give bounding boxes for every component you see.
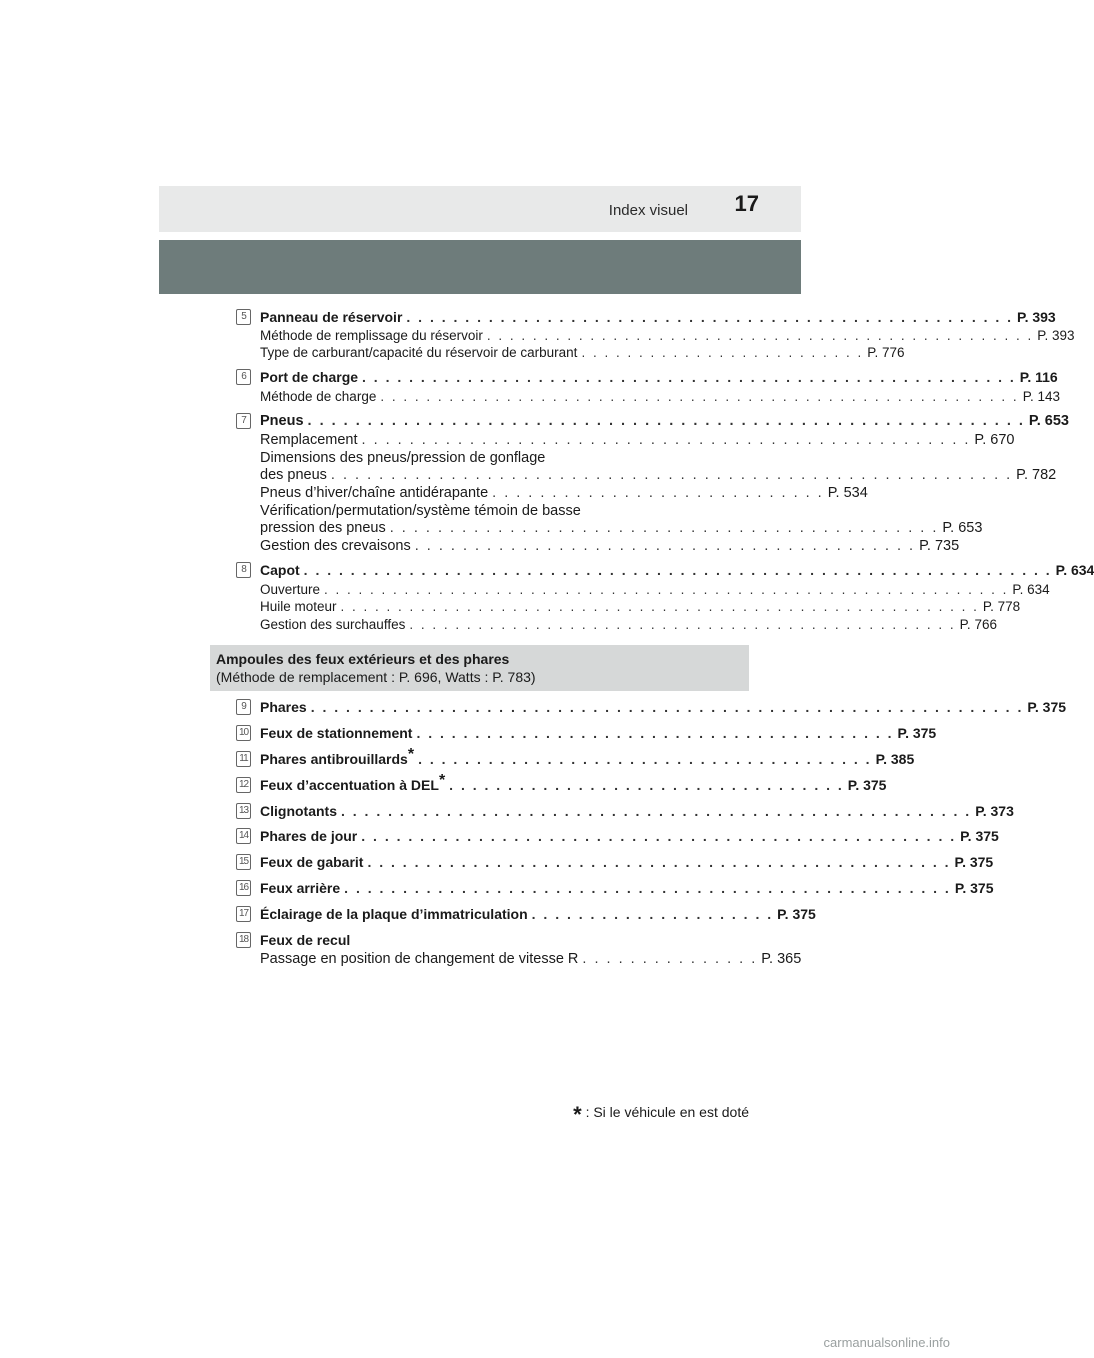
watermark: carmanualsonline.info: [823, 1335, 950, 1350]
dot-leader: . . . . . . . . . . . . . . . . . . . . . . . . . . . . . . . . . . . . . . . . .: [416, 725, 894, 741]
index-entry[interactable]: [260, 413, 1069, 431]
footnote-text: : Si le véhicule en est doté: [585, 1104, 749, 1120]
index-subentry[interactable]: [260, 485, 868, 503]
index-entry[interactable]: [260, 699, 1067, 717]
dot-leader: . . . . . . . . . . . . . . . . . . . . . . . . . . . . . . . . . .: [449, 777, 844, 793]
entry-page: P. 393: [1017, 309, 1056, 325]
item-number-badge: 5: [236, 309, 251, 325]
subentry-label: Pneus d’hiver/chaîne antidérapante: [260, 485, 489, 501]
subentry-page: P. 776: [867, 345, 905, 360]
subentry-page: P. 393: [1037, 328, 1075, 343]
dot-leader: . . . . . . . . . . . . . . . . . . . . . . . . . . . . . . . . . . . . . . . . . . . . . . . .: [486, 328, 1034, 343]
index-entry[interactable]: [260, 854, 994, 872]
dot-leader: . . . . . . . . . . . . . . . . . . . . . . . . . . . . . . . . . . . . . . . . . . . . . . . . . . . . . . . . . . . .: [307, 413, 1025, 429]
dot-leader: . . . . . . . . . . . . . . . . . . . . . . . . . . . . . . . . . . . . . . . . . . . . . . . . . . . . . . . . .: [330, 467, 1013, 483]
item-number-badge: 8: [236, 562, 251, 578]
section-title: Ampoules des feux extérieurs et des phares: [216, 651, 510, 667]
entry-label: Port de charge: [260, 369, 359, 385]
subentry-label: pression des pneus: [260, 520, 386, 536]
subentry-page: P. 365: [761, 951, 802, 967]
index-subentry[interactable]: [260, 432, 1015, 450]
subentry-label: Remplacement: [260, 432, 358, 448]
entry-label: [260, 772, 446, 793]
subentry-label: Passage en position de changement de vitesse R: [260, 951, 579, 967]
entry-label: Phares de jour: [260, 828, 358, 844]
subentry-label-line1: Dimensions des pneus/pression de gonflage: [260, 450, 546, 466]
subentry-label: Méthode de charge: [260, 389, 377, 404]
index-subentry[interactable]: [260, 520, 983, 538]
subentry-label-line1: Vérification/permutation/système témoin de basse: [260, 503, 581, 519]
index-entry[interactable]: [260, 746, 915, 769]
entry-label: Phares: [260, 699, 307, 715]
index-subentry[interactable]: [260, 538, 960, 556]
index-entry[interactable]: [260, 725, 937, 743]
dot-leader: . . . . . . . . . . . . . . . . . . . . . . . . . . . . . . . . . . . . . . . . . . . . . . . . . . . . . . . .: [340, 599, 979, 614]
subentry-label: Gestion des crevaisons: [260, 538, 411, 554]
subentry-label: Huile moteur: [260, 599, 337, 614]
footnote-star: *: [438, 772, 446, 790]
entry-page: P. 385: [875, 751, 915, 767]
entry-page: P. 634: [1055, 562, 1094, 578]
index-entry[interactable]: [260, 880, 994, 898]
entry-label: Feux de gabarit: [260, 854, 364, 870]
index-entry[interactable]: [260, 828, 999, 846]
entry-page: P. 375: [777, 906, 816, 922]
entry-page: P. 375: [847, 777, 887, 793]
item-number-badge: 10: [236, 725, 251, 741]
subentry-page: P. 534: [827, 485, 868, 501]
dot-leader: . . . . . . . . . . . . . . . . . . . . . . . . . . . . . . . . . . . . . . . . . . . . . . . . . . .: [361, 828, 957, 844]
section-subtitle: (Méthode de remplacement : P. 696, Watts : P. 783): [216, 669, 536, 685]
dot-leader: . . . . . . . . . . . . . . . . . . . . . . . . . . . . . . . . . . . . . . . . . . . . . . . .: [409, 617, 956, 632]
entry-page: P. 116: [1019, 369, 1058, 385]
item-number-badge: 13: [236, 803, 251, 819]
header-title: Index visuel: [608, 202, 688, 219]
page-number: 17: [734, 191, 759, 216]
dot-leader: . . . . . . . . . . . . . . . . . . . . . . . . . . . . . . . . . . . . . . . . . . . . . .: [389, 520, 939, 536]
subentry-label: Gestion des surchauffes: [260, 617, 406, 632]
entry-label: [260, 746, 415, 767]
item-number-badge: 11: [236, 751, 251, 767]
index-entry[interactable]: [260, 309, 1056, 327]
dot-leader: . . . . . . . . . . . . . . . . . . . . . . . . . . . . . . . . . . . . . . .: [418, 751, 872, 767]
dot-leader: . . . . . . . . . . . . . . . . . . . . . . . . . . . . . . . . . . . . . . . . . . . . . . . . . . . . . . . . . . . . . . . .: [303, 562, 1052, 578]
item-number-badge: 12: [236, 777, 251, 793]
dot-leader: . . . . . . . . . . . . . . . . . . . . . . . . . . . . . . . . . . . . . . . . . . . . . . . . . . . .: [344, 880, 951, 896]
entry-label: Feux arrière: [260, 880, 341, 896]
index-subentry[interactable]: [260, 951, 802, 969]
index-subentry[interactable]: [260, 389, 1060, 407]
subentry-label: Méthode de remplissage du réservoir: [260, 328, 483, 343]
index-entry[interactable]: [260, 369, 1058, 387]
subentry-page: P. 782: [1016, 467, 1057, 483]
dot-leader: . . . . . . . . . . . . . . . . . . . . . . . . . . . . . . . . . . . . . . . . . . . . . . . . . . . .: [406, 309, 1014, 325]
item-number-badge: 14: [236, 828, 251, 844]
index-subentry[interactable]: [260, 582, 1050, 600]
subentry-label: Ouverture: [260, 582, 321, 597]
dot-leader: . . . . . . . . . . . . . . . . . . . . . . . . . . . . . . . . . . . . . . . . . . . . . . . . . . . . . .: [341, 803, 972, 819]
entry-label: Panneau de réservoir: [260, 309, 403, 325]
entry-label-text: Feux d’accentuation à DEL: [260, 777, 439, 793]
entry-label: Clignotants: [260, 803, 337, 819]
index-entry[interactable]: [260, 562, 1094, 580]
dot-leader: . . . . . . . . . . . . . . . . . . . . . . . . . . . . . . . . . . . . . . . . . .: [414, 538, 916, 554]
entry-page: P. 375: [960, 828, 999, 844]
index-subentry[interactable]: [260, 328, 1075, 346]
dot-leader: . . . . . . . . . . . . . . . . . . . . .: [531, 906, 774, 922]
item-number-badge: 18: [236, 932, 251, 948]
footnote-star: *: [407, 746, 415, 764]
footnote-star: *: [573, 1102, 582, 1127]
index-entry[interactable]: [260, 906, 816, 924]
entry-label: Éclairage de la plaque d’immatriculation: [260, 906, 528, 922]
dot-leader: . . . . . . . . . . . . . . . . . . . . . . . . . . . . . . . . . . . . . . . . . . . . . . . . . . . . . . . . . . . .: [324, 582, 1009, 597]
index-subentry[interactable]: [260, 617, 997, 635]
item-number-badge: 9: [236, 699, 251, 715]
subentry-page: P. 735: [919, 538, 960, 554]
entry-label: Pneus: [260, 413, 304, 429]
index-subentry[interactable]: [260, 345, 905, 363]
entry-page: P. 375: [1027, 699, 1067, 715]
dot-leader: . . . . . . . . . . . . . . . . . . . . . . . . . . . . . . . . . . . . . . . . . . . . . . . . . . .: [361, 432, 971, 448]
subentry-label: Type de carburant/capacité du réservoir de carburant: [260, 345, 578, 360]
item-number-badge: 16: [236, 880, 251, 896]
item-number-badge: 15: [236, 854, 251, 870]
index-subentry[interactable]: [260, 599, 1021, 617]
item-number-badge: 6: [236, 369, 251, 385]
subentry-page: P. 634: [1012, 582, 1050, 597]
entry-page: P. 375: [954, 854, 994, 870]
entry-page: P. 375: [897, 725, 937, 741]
entry-label: Feux de stationnement: [260, 725, 413, 741]
entry-page: P. 653: [1028, 413, 1069, 429]
subentry-page: P. 778: [982, 599, 1021, 614]
item-number-badge: 17: [236, 906, 251, 922]
subentry-page: P. 653: [942, 520, 983, 536]
dot-leader: . . . . . . . . . . . . . . . . . . . . . . . . . . . .: [492, 485, 824, 501]
item-number-badge: 7: [236, 413, 251, 429]
dot-leader: . . . . . . . . . . . . . . . . . . . . . . . . .: [581, 345, 864, 360]
subentry-page: P. 766: [959, 617, 997, 632]
dot-leader: . . . . . . . . . . . . . . . . . . . . . . . . . . . . . . . . . . . . . . . . . . . . . . . . . . . . . . . .: [362, 369, 1016, 385]
entry-label-text: Phares antibrouillards: [260, 751, 408, 767]
subentry-page: P. 670: [974, 432, 1015, 448]
subentry-label: des pneus: [260, 467, 327, 483]
dot-leader: . . . . . . . . . . . . . . . . . . . . . . . . . . . . . . . . . . . . . . . . . . . . . . . . . . . . . . . .: [380, 389, 1019, 404]
index-entry[interactable]: [260, 772, 887, 795]
dot-leader: . . . . . . . . . . . . . . . . . . . . . . . . . . . . . . . . . . . . . . . . . . . . . . . . . . . . . . . . . . . . .: [310, 699, 1024, 715]
dot-leader: . . . . . . . . . . . . . . . . . . . . . . . . . . . . . . . . . . . . . . . . . . . . . . . . . .: [367, 854, 951, 870]
section-header-box: [210, 645, 749, 691]
footnote: [573, 1097, 749, 1127]
index-subentry[interactable]: [260, 467, 1057, 485]
subentry-page: P. 143: [1022, 389, 1060, 404]
entry-page: P. 373: [975, 803, 1014, 819]
index-entry[interactable]: [260, 803, 1014, 821]
entry-label: Capot: [260, 562, 300, 578]
entry-page: P. 375: [954, 880, 994, 896]
dot-leader: . . . . . . . . . . . . . . .: [582, 951, 758, 967]
entry-label[interactable]: Feux de recul: [260, 932, 351, 948]
